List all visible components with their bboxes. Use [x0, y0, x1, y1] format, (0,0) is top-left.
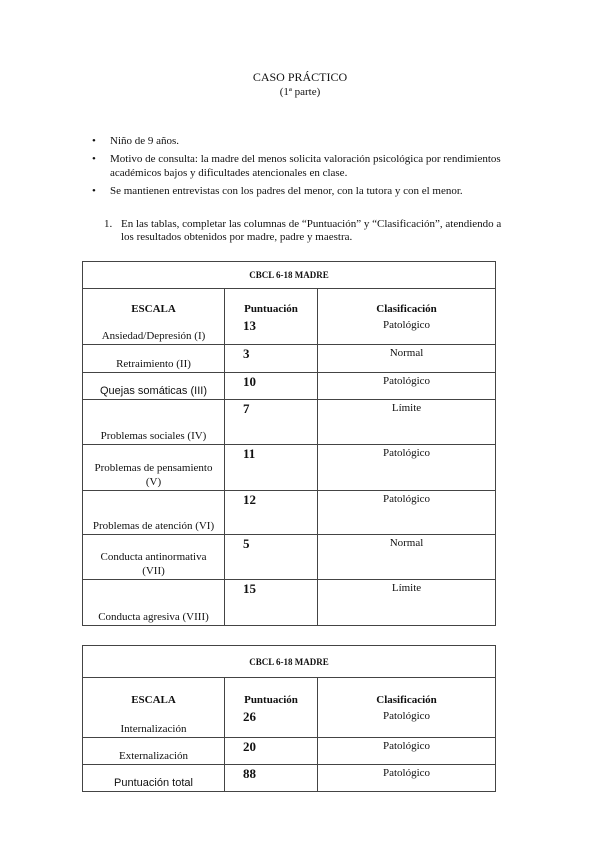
puntuacion-cell: 3 [225, 344, 318, 372]
column-header-escala: ESCALA [83, 678, 225, 709]
instruction-text: En las tablas, completar las columnas de “Puntuación” y “Clasificación”, atendiendo a los resultados obtenidos por madre, padre y maestra. [121, 218, 502, 243]
table-row [83, 708, 496, 737]
clasificacion-cell: Límite [318, 399, 496, 444]
puntuacion-cell: 7 [225, 399, 318, 444]
escala-cell: Ansiedad/Depresión (I) [83, 317, 225, 344]
clasificacion-cell: Patológico [318, 317, 496, 344]
escala-cell: Externalización [83, 737, 225, 764]
puntuacion-cell: 15 [225, 579, 318, 625]
escala-cell: Conducta antinormativa (VII) [83, 534, 225, 579]
puntuacion-cell: 88 [225, 764, 318, 791]
puntuacion-cell: 5 [225, 534, 318, 579]
clasificacion-cell: Patológico [318, 444, 496, 490]
page-title: CASO PRÁCTICO [252, 70, 348, 84]
escala-cell: Puntuación total [83, 764, 225, 791]
table-row [83, 399, 496, 444]
column-header-clasificacion: Clasificación [318, 289, 496, 318]
bullet-item: • Niño de 9 años. [92, 134, 522, 148]
table-row [83, 344, 496, 372]
table-caption: CBCL 6-18 MADRE [83, 646, 496, 678]
table-row [83, 444, 496, 490]
table-row [83, 764, 496, 791]
table-row [83, 317, 496, 344]
bullet-item: • Se mantienen entrevistas con los padres del menor, con la tutora y con el menor. [92, 184, 522, 198]
escala-cell: Internalización [83, 708, 225, 737]
table-row [83, 579, 496, 625]
table-caption: CBCL 6-18 MADRE [83, 262, 496, 289]
puntuacion-cell: 11 [225, 444, 318, 490]
clasificacion-cell: Patológico [318, 764, 496, 791]
page-subtitle: (1ª parte) [279, 86, 321, 98]
bullet-item: • Motivo de consulta: la madre del menos solicita valoración psicológica por rendimientos académicos bajos y dificultades atencionales en clase. [92, 152, 522, 180]
escala-cell: Problemas de pensamiento (V) [83, 444, 225, 490]
column-header-clasificacion: Clasificación [318, 678, 496, 709]
puntuacion-cell: 12 [225, 490, 318, 534]
clasificacion-cell: Patológico [318, 372, 496, 399]
table-row [83, 737, 496, 764]
escala-cell: Quejas somáticas (III) [83, 372, 225, 399]
clasificacion-cell: Patológico [318, 737, 496, 764]
escala-cell: Retraimiento (II) [83, 344, 225, 372]
escala-cell: Problemas sociales (IV) [83, 399, 225, 444]
instruction-item [104, 218, 514, 244]
instruction-number: 1. [104, 218, 113, 230]
clasificacion-cell: Normal [318, 344, 496, 372]
puntuacion-cell: 10 [225, 372, 318, 399]
table-row [83, 534, 496, 579]
puntuacion-cell: 20 [225, 737, 318, 764]
clasificacion-cell: Patológico [318, 708, 496, 737]
table-row [83, 372, 496, 399]
puntuacion-cell: 26 [225, 708, 318, 737]
puntuacion-cell: 13 [225, 317, 318, 344]
table-row [83, 490, 496, 534]
clasificacion-cell: Límite [318, 579, 496, 625]
cbcl-scales-table [82, 261, 496, 626]
escala-cell: Problemas de atención (VI) [83, 490, 225, 534]
column-header-puntuacion: Puntuación [225, 289, 318, 318]
clasificacion-cell: Normal [318, 534, 496, 579]
column-header-puntuacion: Puntuación [225, 678, 318, 709]
clasificacion-cell: Patológico [318, 490, 496, 534]
column-header-escala: ESCALA [83, 289, 225, 318]
escala-cell: Conducta agresiva (VIII) [83, 579, 225, 625]
cbcl-summary-table [82, 645, 496, 792]
case-bullet-list [92, 134, 522, 202]
